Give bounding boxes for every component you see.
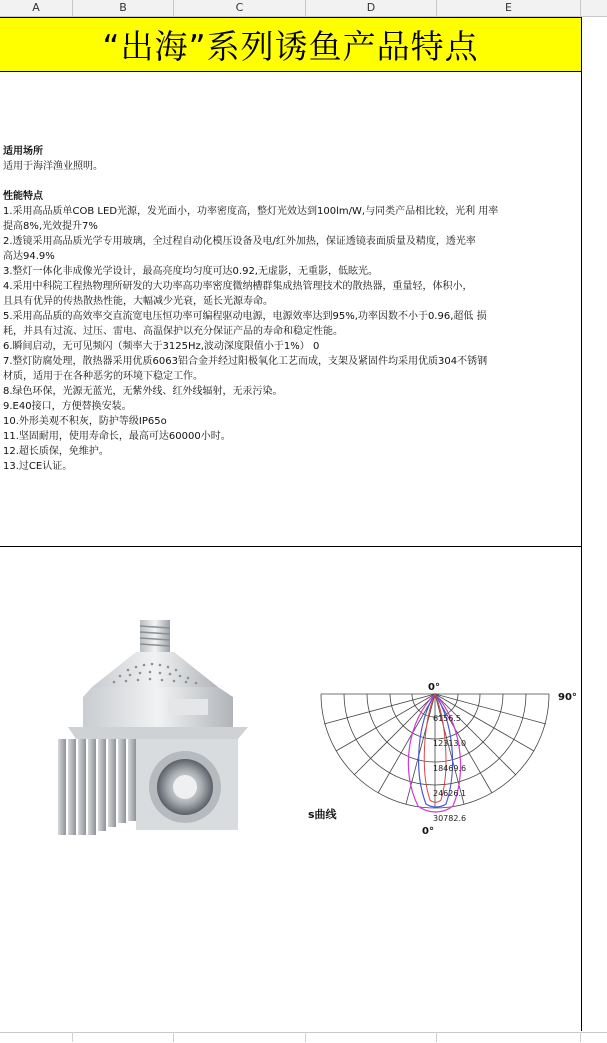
- feature-line: 12.超长质保，免维护。: [3, 446, 109, 457]
- radial-value: 6156.5: [433, 714, 461, 723]
- radial-value: 18469.6: [433, 764, 467, 773]
- feature-line: 6.瞬间启动，无可见频闪（频率大于3125Hz,波动深度限值小于1%） 0: [3, 341, 320, 352]
- feature-line: 3.整灯一体化非成像光学设计，最高亮度均匀度可达0.92,无虚影，无重影，低眩光。: [3, 266, 378, 277]
- polar-label-bottom: 0°: [422, 826, 434, 837]
- grid-line: [73, 1032, 174, 1042]
- usage-heading: 适用场所: [3, 146, 43, 157]
- column-header-e[interactable]: E: [437, 0, 581, 16]
- polar-spoke: [324, 694, 435, 724]
- feature-line: 5.采用高品质的高效率交直流宽电压恒功率可编程驱动电源，电源效率达到95%,功率因数不小于0.96,超低 损: [3, 311, 487, 322]
- lamp-product-image: [48, 615, 258, 845]
- feature-line: 9.E40接口，方便替换安装。: [3, 401, 132, 412]
- feature-line: 8.绿色环保，光源无蓝光，无紫外线、红外线辐射，无汞污染。: [3, 386, 283, 397]
- feature-line: 4.采用中科院工程热物理所研发的大功率高功率密度微纳槽群集成热管理技术的散热器，重量轻，体积小，: [3, 281, 473, 292]
- polar-spoke: [378, 694, 435, 793]
- radial-value: 12313.0: [433, 739, 467, 748]
- feature-line: 2.透镜采用高品质光学专用玻璃，全过程自动化模压设备及电/红外加热，保证透镜表面质量及精度，透光率: [3, 236, 476, 247]
- light-distribution-polar-chart: [308, 680, 583, 840]
- feature-line: 提高8%,光效提升7%: [3, 221, 98, 232]
- features-heading: 性能特点: [3, 191, 43, 202]
- polar-spoke: [435, 694, 516, 775]
- polar-caption: s曲线: [308, 808, 337, 821]
- feature-line: 高达94.9%: [3, 251, 55, 262]
- polar-spoke: [354, 694, 435, 775]
- grid-line: [0, 1032, 73, 1042]
- feature-line: 10.外形美观不积灰，防护等级IP65o: [3, 416, 167, 427]
- title-cell[interactable]: [0, 17, 582, 72]
- column-header-b[interactable]: B: [73, 0, 174, 16]
- feature-line: 且具有优异的传热散热性能，大幅减少光衰，延长光源寿命。: [3, 296, 273, 307]
- feature-line: 13.过CE认证。: [3, 461, 73, 472]
- feature-line: 11.坚固耐用，使用寿命长，最高可达60000小时。: [3, 431, 231, 442]
- feature-line: 耗，并具有过流、过压、雷电、高温保护以充分保证产品的寿命和稳定性能。: [3, 326, 343, 337]
- description-text: [3, 74, 578, 474]
- feature-line: 材质，适用于在各种恶劣的环境下稳定工作。: [3, 371, 203, 382]
- radial-value: 30782.6: [433, 814, 467, 823]
- column-header-c[interactable]: C: [174, 0, 306, 16]
- column-header-row: [0, 0, 607, 17]
- polar-spoke: [406, 694, 435, 804]
- usage-text: 适用于海洋渔业照明。: [3, 161, 103, 172]
- polar-label-top: 0°: [428, 682, 440, 693]
- polar-label-right: 90°: [558, 692, 577, 703]
- page-title: “出海”系列诱鱼产品特点: [102, 27, 479, 66]
- radial-value: 24626.1: [433, 789, 467, 798]
- feature-line: 7.整灯防腐处理，散热器采用优质6063铝合金并经过阳极氧化工艺而成，支架及紧固件均采用优质304不锈钢: [3, 356, 488, 367]
- feature-line: 1.采用高品质单COB LED光源，发光面小，功率密度高，整灯光效达到100lm/W,与同类产品相比较，光利 用率: [3, 206, 499, 217]
- grid-line: [437, 1032, 581, 1042]
- grid-line: [306, 1032, 437, 1042]
- grid-line: [174, 1032, 306, 1042]
- column-header-d[interactable]: D: [306, 0, 437, 16]
- column-header-a[interactable]: A: [0, 0, 73, 16]
